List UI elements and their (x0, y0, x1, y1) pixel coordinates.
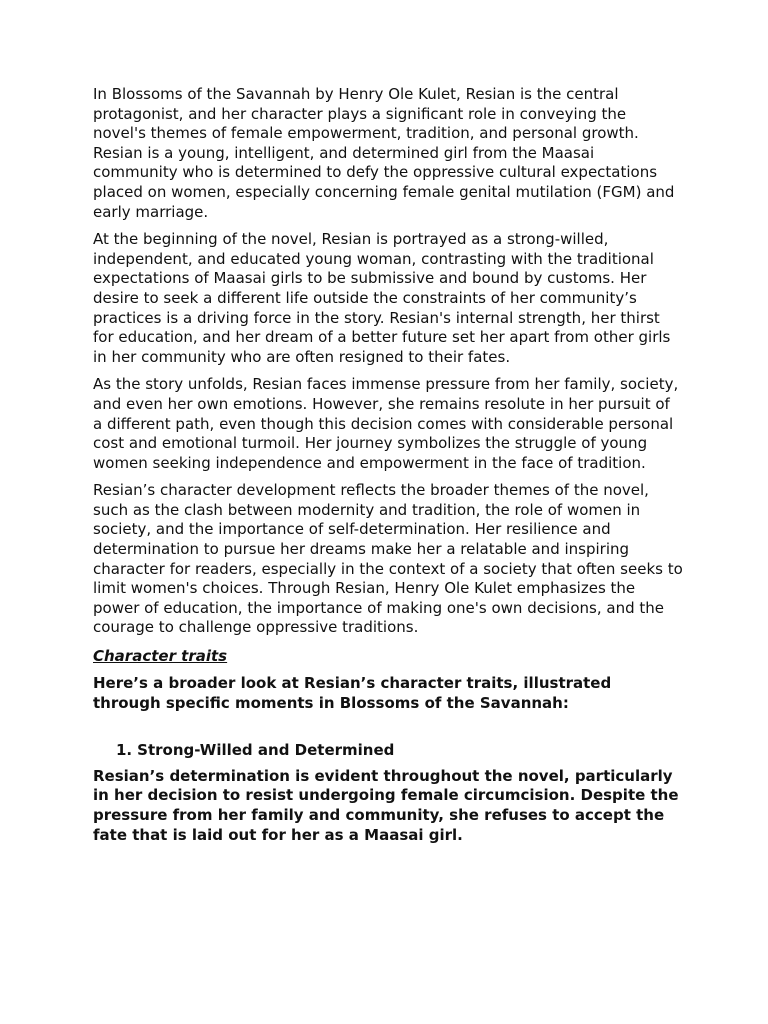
list-item (93, 741, 683, 761)
intro-paragraph: In Blossoms of the Savannah by Henry Ole Kulet, Resian is the central protagonist, and her character plays a significant role in conveying the novel's themes of female empowerment, tradition, and personal growth. Resian is a young, intelligent, and determined girl from the Maasai community who is determined to defy the oppressive cultural expectations placed on women, especially concerning female genital mutilation (FGM) and early marriage. (93, 85, 675, 221)
traits-intro-paragraph: Here’s a broader look at Resian’s character traits, illustrated through specific moments in Blossoms of the Savannah: (93, 674, 612, 712)
list-item-number: 1. (116, 741, 133, 760)
traits-list (93, 741, 683, 761)
story-unfolds-paragraph: As the story unfolds, Resian faces immense pressure from her family, society, and even her own emotions. However, she remains resolute in her pursuit of a different path, even though this decision comes with considerable personal cost and emotional turmoil. Her journey symbolizes the struggle of young women seeking independence and empowerment in the face of tradition. (93, 375, 679, 472)
determination-detail-paragraph: Resian’s determination is evident throughout the novel, particularly in her decision to resist undergoing female circumcision. Despite the pressure from her family and community, she refuses to accept the fate that is laid out for her as a Maasai girl. (93, 766, 679, 844)
character-traits-heading: Character traits (93, 647, 228, 666)
document-page (93, 85, 683, 853)
beginning-paragraph: At the beginning of the novel, Resian is portrayed as a strong-willed, independent, and educated young woman, contrasting with the traditional expectations of Maasai girls to be submissive and bound by customs. Her desire to seek a different life outside the constraints of her community’s practices is a driving force in the story. Resian's internal strength, her thirst for education, and her dream of a better future set her apart from other girls in her community who are often resigned to their fates. (93, 230, 671, 366)
list-item-label: Strong-Willed and Determined (137, 741, 395, 760)
character-development-paragraph: Resian’s character development reflects the broader themes of the novel, such as the clash between modernity and tradition, the role of women in society, and the importance of self-determination. Her resilience and determination to pursue her dreams make her a relatable and inspiring character for readers, especially in the context of a society that often seeks to limit women's choices. Through Resian, Henry Ole Kulet emphasizes the power of education, the importance of making one's own decisions, and the courage to challenge oppressive traditions. (93, 481, 683, 637)
